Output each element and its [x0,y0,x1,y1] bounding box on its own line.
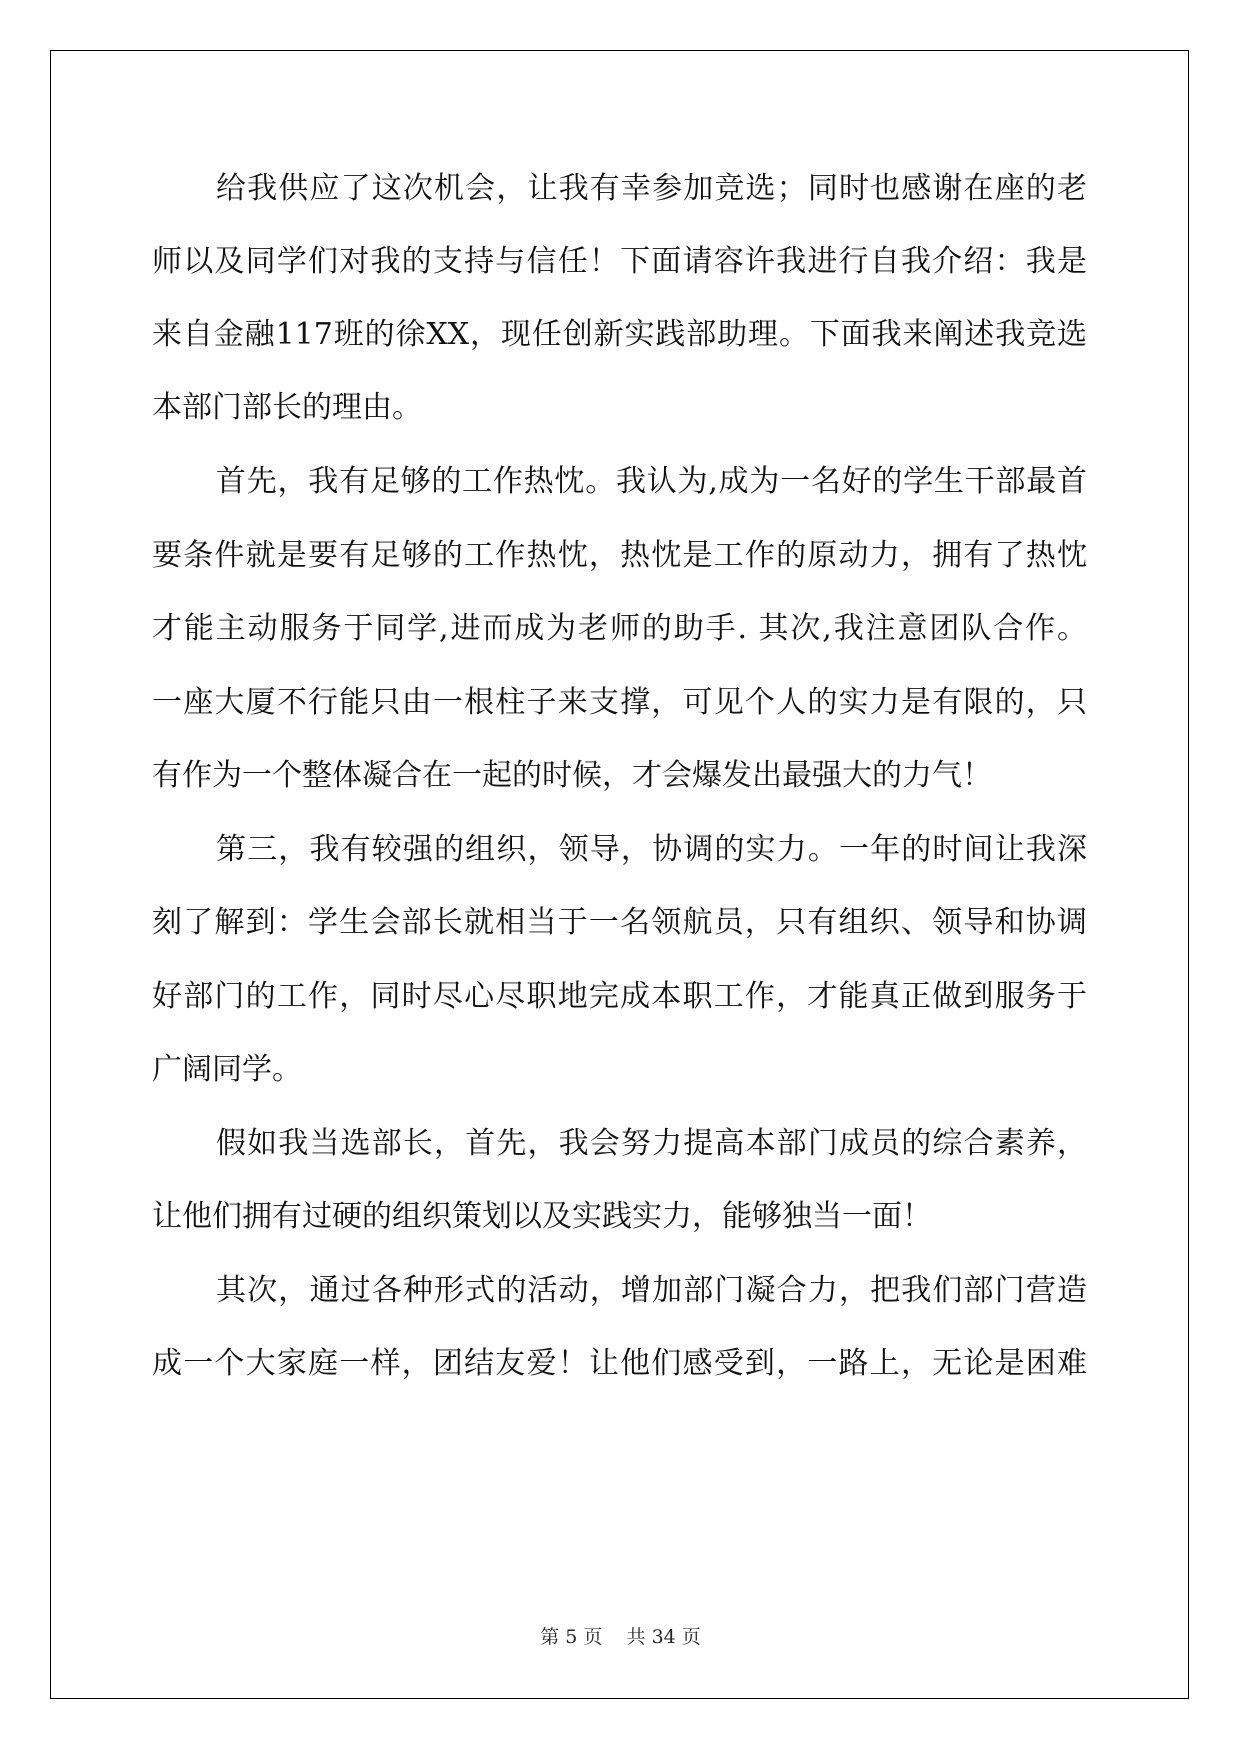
text-line: 好部门的工作，同时尽心尽职地完成本职工作，才能真正做到服务于 [152,979,1087,1014]
text-line: 首先，我有足够的工作热忱。我认为,成为一名好的学生干部最首 [216,464,1087,499]
page-border [50,50,1189,1699]
text-line: 一座大厦不行能只由一根柱子来支撑，可见个人的实力是有限的，只 [152,685,1087,720]
text-line: 给我供应了这次机会，让我有幸参加竞选；同时也感谢在座的老 [216,171,1087,206]
text-line: 第三，我有较强的组织，领导，协调的实力。一年的时间让我深 [216,832,1087,867]
page-number-footer: 第 5 页 共 34 页 [540,1626,701,1648]
text-line: 成一个大家庭一样，团结友爱！让他们感受到，一路上，无论是困难 [152,1346,1087,1381]
text-line: 要条件就是要有足够的工作热忱，热忱是工作的原动力，拥有了热忱 [152,538,1087,573]
text-line: 让他们拥有过硬的组织策划以及实践实力，能够独当一面！ [152,1199,932,1234]
text-line: 其次，通过各种形式的活动，增加部门凝合力，把我们部门营造 [216,1273,1087,1308]
text-line: 有作为一个整体凝合在一起的时候，才会爆发出最强大的力气！ [152,758,992,793]
text-line: 广阔同学。 [152,1052,302,1087]
text-line: 师以及同学们对我的支持与信任！下面请容许我进行自我介绍：我是 [152,244,1087,279]
text-line: 来自金融117班的徐XX，现任创新实践部助理。下面我来阐述我竞选 [152,317,1087,352]
text-line: 刻了解到：学生会部长就相当于一名领航员，只有组织、领导和协调 [152,905,1087,940]
text-line: 本部门部长的理由。 [152,390,422,425]
text-line: 才能主动服务于同学,进而成为老师的助手. 其次,我注意团队合作。 [152,611,1087,646]
text-line: 假如我当选部长，首先，我会努力提高本部门成员的综合素养， [216,1126,1087,1161]
